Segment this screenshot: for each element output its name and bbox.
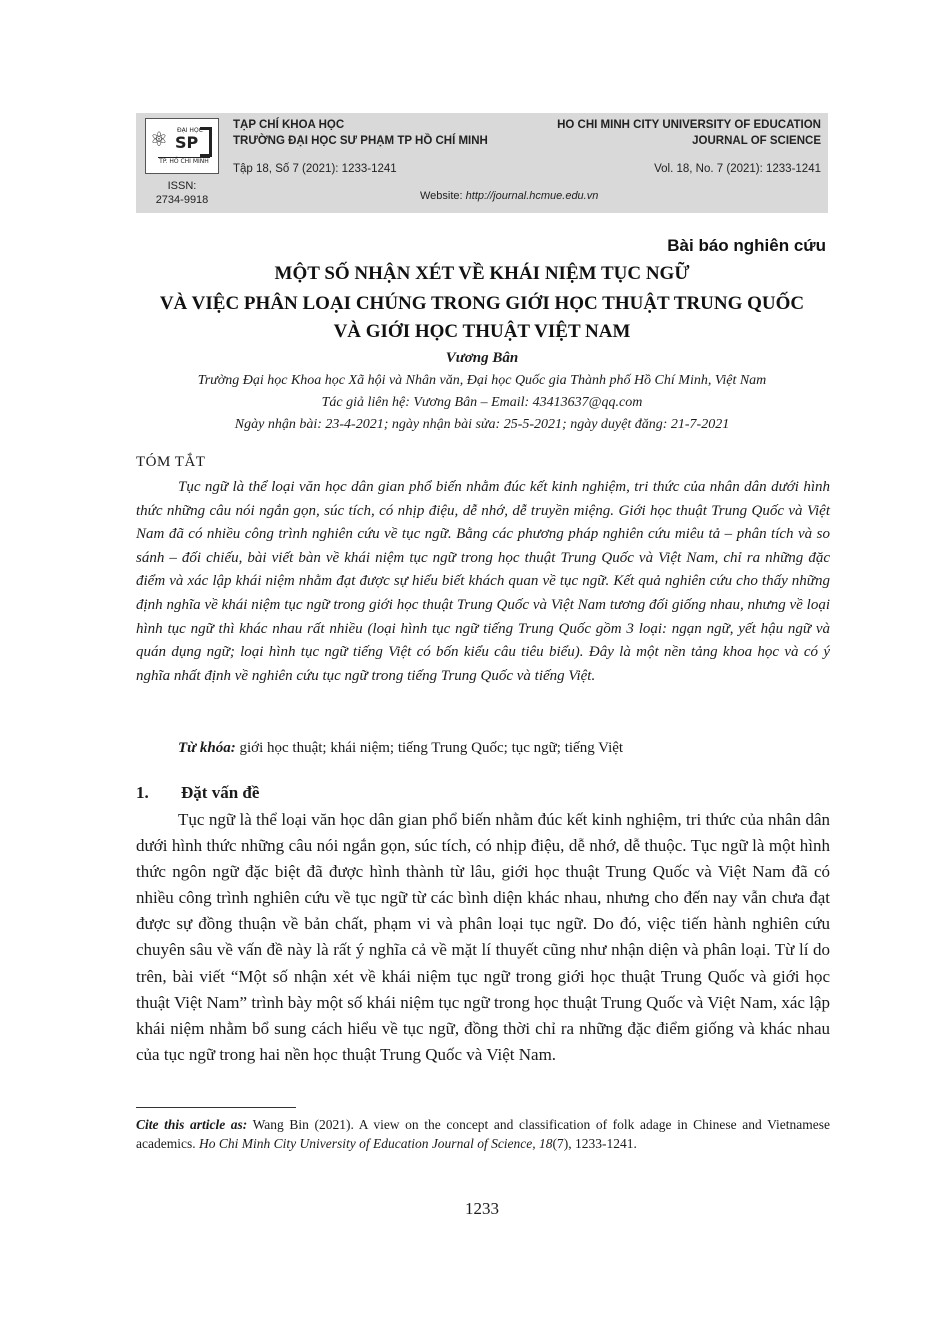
volume-info-en: Vol. 18, No. 7 (2021): 1233-1241 — [654, 163, 821, 175]
keywords-list: giới học thuật; khái niệm; tiếng Trung Quốc; tục ngữ; tiếng Việt — [235, 740, 624, 756]
journal-header — [136, 113, 828, 213]
journal-name-en-line2: JOURNAL OF SCIENCE — [692, 135, 821, 147]
logo-bracket — [200, 127, 212, 157]
website-label: Website: — [420, 190, 466, 202]
keywords — [178, 740, 623, 757]
affiliation: Trường Đại học Khoa học Xã hội và Nhân văn, Đại học Quốc gia Thành phố Hồ Chí Minh, Việt Nam — [197, 373, 767, 388]
title-line-3: VÀ GIỚI HỌC THUẬT VIỆT NAM — [333, 321, 631, 342]
citation-issue: (7), 1233-1241. — [552, 1136, 637, 1151]
logo-bottom-text: TP. HỒ CHÍ MINH — [159, 158, 209, 165]
citation-journal: Ho Chi Minh City University of Education Journal of Science, 18 — [198, 1136, 553, 1151]
issn-label: ISSN: — [167, 180, 197, 192]
section-number: 1. — [136, 783, 149, 802]
contact-info: Tác giả liên hệ: Vương Bân – Email: 43413637@qq.com — [321, 395, 643, 410]
footnote-divider — [136, 1107, 296, 1108]
title-line-2: VÀ VIỆC PHÂN LOẠI CHÚNG TRONG GIỚI HỌC THUẬT TRUNG QUỐC — [159, 293, 805, 314]
keywords-label: Từ khóa: — [178, 740, 236, 756]
citation-label: Cite this article as: — [136, 1117, 248, 1132]
website — [420, 190, 598, 202]
journal-name-vn-line1: TẠP CHÍ KHOA HỌC — [233, 119, 345, 131]
section-body: Tục ngữ là thể loại văn học dân gian phổ biến nhằm đúc kết kinh nghiệm, tri thức của nhân dân dưới hình thức những câu nói ngắn gọn, súc tích, có nhịp điệu, dễ nhớ, dễ thuộc. Tục ngữ là một hình thức ngôn ngữ đặc biệt đã được hình thành từ lâu, giới học thuật Trung Quốc và Việt Nam đã có nhiều công trình nghiên cứu về tục ngữ từ các bình diện khác nhau, nhưng cho đến nay vẫn chưa đạt được sự đồng thuận về bản chất, phạm vi và phân loại tục ngữ. Do đó, việc tiến hành nghiên cứu chuyên sâu về vấn đề này là rất ý nghĩa cả về mặt lí thuyết cũng như nhận diện và phân loại. Từ lí do trên, bài viết “Một số nhận xét về khái niệm tục ngữ trong giới học thuật Trung Quốc và giới học thuật Việt Nam” trình bày một số khái niệm tục ngữ trong học thuật Trung Quốc và Việt Nam, xác lập khái niệm nhằm bổ sung cách hiểu về tục ngữ, đồng thời chỉ ra những đặc điểm giống và khác nhau của tục ngữ trong hai nền học thuật Trung Quốc và Việt Nam. — [136, 810, 830, 1064]
title-line-1: MỘT SỐ NHẬN XÉT VỀ KHÁI NIỆM TỤC NGỮ — [274, 263, 690, 284]
abstract-heading: TÓM TẮT — [136, 454, 206, 470]
abstract-text: Tục ngữ là thể loại văn học dân gian phổ biến nhằm đúc kết kinh nghiệm, tri thức của nhân dân dưới hình thức những câu nói ngắn gọn, súc tích, có nhịp điệu, dễ nhớ, dễ truyền miệng. Giới học thuật Trung Quốc và Việt Nam đã có nhiều công trình nghiên cứu về tục ngữ. Bằng các phương pháp nghiên cứu miêu tả – phân tích và so sánh – đối chiếu, bài viết bàn về khái niệm tục ngữ trong học thuật Trung Quốc và Việt Nam, chỉ ra những đặc điểm và xác lập khái niệm nhằm đạt được sự hiểu biết khách quan về tục ngữ. Kết quả nghiên cứu cho thấy những định nghĩa về khái niệm tục ngữ trong giới học thuật Trung Quốc và Việt Nam tương đối giống nhau, nhưng về loại hình tục ngữ thì khác nhau rất nhiều (loại hình tục ngữ tiếng Trung Quốc gồm 3 loại: ngạn ngữ, yết hậu ngữ và quán dụng ngữ; loại hình tục ngữ tiếng Việt có bốn kiểu câu tiêu biểu). Đây là một nền tảng khoa học và có ý nghĩa nhất định về nghiên cứu tục ngữ trong tiếng Trung Quốc và tiếng Việt. — [136, 479, 830, 684]
university-logo — [145, 118, 219, 174]
logo-top-text: ĐẠI HỌC — [177, 127, 203, 134]
author: Vương Bân — [445, 350, 519, 366]
citation-footnote — [136, 1115, 830, 1153]
issn — [144, 179, 220, 207]
article-type: Bài báo nghiên cứu — [667, 236, 826, 255]
atom-icon: ⚛ — [150, 127, 168, 151]
website-link[interactable]: http://journal.hcmue.edu.vn — [465, 190, 599, 202]
volume-info-vn: Tập 18, Số 7 (2021): 1233-1241 — [233, 163, 397, 175]
section-title: Đặt vấn đề — [181, 783, 260, 802]
journal-name-en-line1: HO CHI MINH CITY UNIVERSITY OF EDUCATION — [557, 119, 821, 131]
submission-dates: Ngày nhận bài: 23-4-2021; ngày nhận bài sửa: 25-5-2021; ngày duyệt đăng: 21-7-2021 — [234, 417, 730, 432]
logo-main-text: SP — [175, 133, 199, 152]
journal-name-vn-line2: TRƯỜNG ĐẠI HỌC SƯ PHẠM TP HỒ CHÍ MINH — [233, 135, 488, 147]
citation-text: Wang Bin (2021). A view on the concept and classification of folk adage in Chinese and Vietnamese academics. — [136, 1117, 831, 1151]
issn-value: 2734-9918 — [155, 194, 209, 206]
section-heading — [136, 783, 259, 803]
page-number: 1233 — [465, 1199, 499, 1218]
